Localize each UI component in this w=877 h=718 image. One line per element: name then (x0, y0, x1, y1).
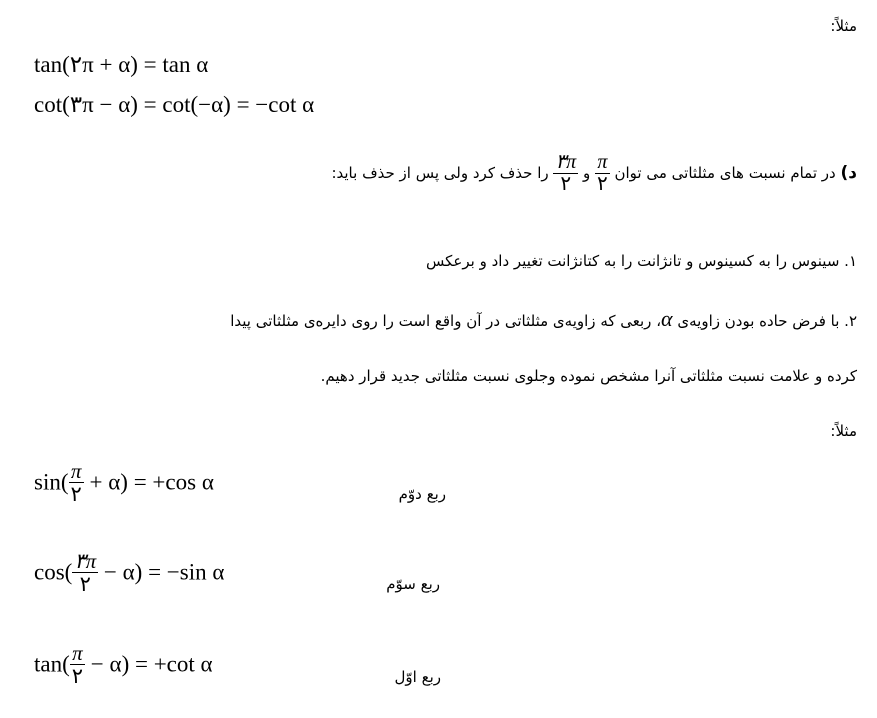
frac-denominator: ۲ (596, 173, 608, 195)
rule-d-frac-3pi-over-2 (553, 152, 578, 195)
example-label-2: مثلاً: (830, 422, 857, 440)
example-frac (69, 460, 84, 505)
quadrant-label: ربع سوّم (386, 575, 440, 593)
formula-tan (34, 52, 208, 78)
example-pre: sin( (34, 469, 69, 495)
example-cos (34, 550, 224, 595)
frac-denominator: ۲ (70, 482, 82, 507)
example-pre: tan( (34, 651, 70, 677)
step-2-alpha: α (661, 306, 673, 331)
frac-numerator: π (595, 152, 610, 174)
formula-cot-rhs: cot α (268, 92, 315, 117)
frac-denominator: ۲ (71, 664, 84, 689)
step-2-text-a: ۲. با فرض حاده بودن زاویه‌ی (677, 312, 857, 330)
frac-denominator: ۲ (79, 572, 91, 597)
example-post: + α) = +cos α (83, 469, 214, 495)
formula-tan-arg: (۲π + α) = (62, 52, 163, 77)
quadrant-label: ربع اوّل (394, 668, 441, 686)
frac-numerator: π (69, 460, 84, 483)
example-post: − α) = −sin α (98, 559, 225, 585)
quadrant-label: ربع دوّم (398, 485, 446, 503)
rule-d-text-b: را حذف کرد ولی پس از حذف باید: (331, 164, 549, 182)
example-tan (34, 642, 213, 687)
rule-d-marker: د) (840, 163, 857, 183)
frac-numerator: π (70, 642, 85, 665)
example-sin (34, 460, 214, 505)
formula-cot (34, 92, 314, 118)
step-2-line-2: کرده و علامت نسبت مثلثاتی آنرا مشخص نموده وجلوی نسبت مثلثاتی جدید قرار دهیم. (320, 367, 857, 385)
frac-numerator: ۳π (555, 151, 577, 173)
formula-cot-fn: cot (34, 92, 63, 117)
example-frac (72, 550, 98, 595)
rule-d (331, 152, 857, 195)
example-label-top: مثلاً: (830, 17, 857, 35)
example-pre: cos( (34, 559, 73, 585)
example-post: − α) = +cot α (85, 651, 213, 677)
step-1: ۱. سینوس را به کسینوس و تانژانت را به کتانژانت تغییر داد و برعکس (426, 252, 857, 270)
rule-d-text-a: در تمام نسبت های مثلثاتی می توان (614, 164, 836, 182)
formula-tan-fn: tan (34, 52, 63, 77)
frac-denominator: ۲ (560, 173, 572, 195)
rule-d-frac-pi-over-2 (595, 152, 610, 195)
formula-cot-arg: (۳π − α) = cot(−α) = − (62, 92, 269, 117)
rule-d-conj: و (582, 164, 591, 182)
step-2-text-b: ، ربعی که زاویه‌ی مثلثاتی در آن واقع است را روی دایره‌ی مثلثاتی پیدا (230, 312, 662, 330)
formula-tan-rhs: tan α (162, 52, 209, 77)
frac-numerator: ۳π (74, 549, 97, 573)
step-2-line-1 (230, 306, 857, 332)
example-frac (70, 642, 85, 687)
